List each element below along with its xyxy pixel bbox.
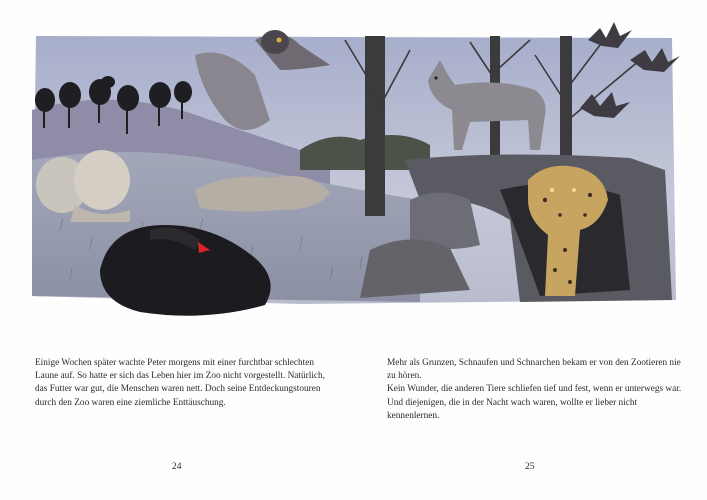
right-paragraph-1: Mehr als Grunzen, Schnaufen und Schnarchen bekam er von den Zootieren nie zu hören. (387, 358, 681, 382)
page-number-right: 25 (525, 462, 535, 472)
left-page-text (35, 357, 335, 410)
right-paragraph-2: Kein Wunder, die anderen Tiere schliefen tief und fest, wenn er unterwegs war. Und diejenigen, die in der Nacht wach waren, wollte er lieber nicht kennenlernen. (387, 384, 682, 421)
right-page-text (387, 357, 687, 423)
left-paragraph: Einige Wochen später wachte Peter morgens mit einer furchtbar schlechten Laune auf. So hatte er sich das Leben hier im Zoo nicht vorgestellt. Natürlich, das Futter war gut, die Menschen waren nett. Doch seine Entdeckungstouren durch den Zoo waren eine ziemliche Enttäuschung. (35, 358, 326, 408)
page-number-left: 24 (172, 462, 182, 472)
